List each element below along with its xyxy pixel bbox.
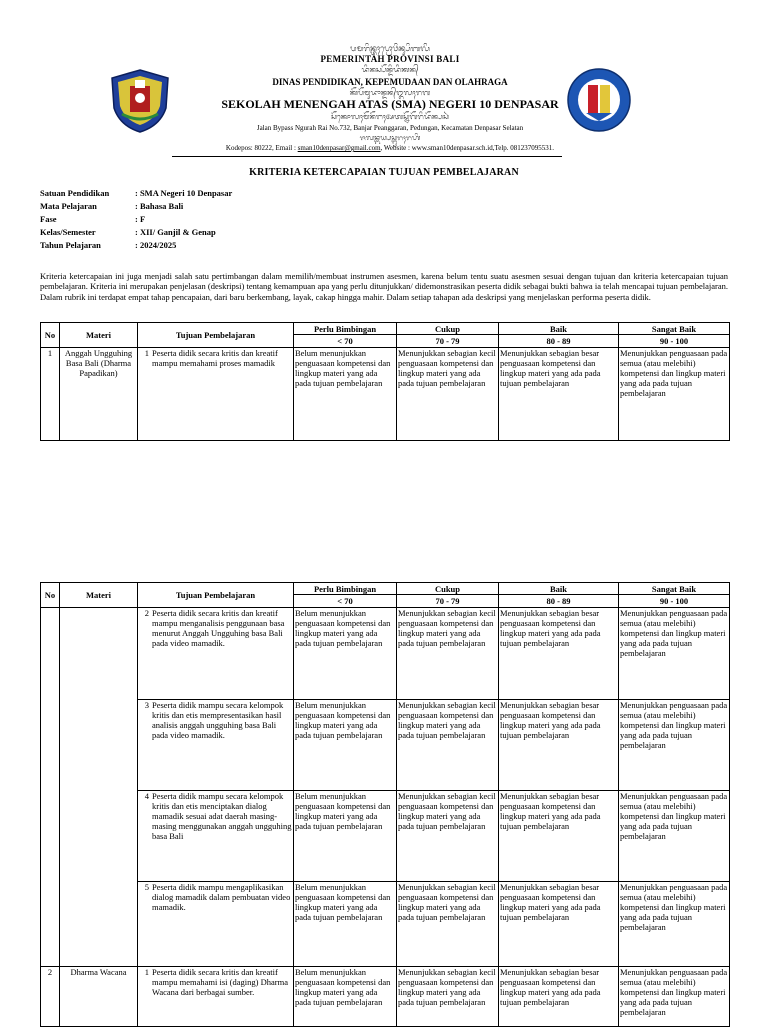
sangat-baik-cell: Menunjukkan penguasaan pada semua (atau melebihi) kompetensi dan lingkup materi yang ada pada tujuan pembelajaran [619, 700, 730, 791]
document-title: KRITERIA KETERCAPAIAN TUJUAN PEMBELAJARAN [249, 167, 519, 178]
meta-value: : XII/ Ganjil & Genap [135, 227, 216, 237]
row-number: 2 [41, 967, 60, 1027]
meta-label: Satuan Pendidikan [40, 188, 110, 198]
cukup-cell: Menunjukkan sebagian kecil penguasaan kompetensi dan lingkup materi yang ada pada tujuan pembelajaran [397, 882, 499, 967]
header-no: No [41, 583, 60, 608]
header-level-name: Baik [499, 323, 619, 335]
intro-paragraph: Kriteria ketercapaian ini juga menjadi salah satu pertimbangan dalam memilih/membuat instrumen asesmen, karena belum tentu suatu asesmen sesuai dengan tujuan dan kriteria ketercapaian tujuan pembelajaran. Kriteria ini merupakan penjelasan (deskripsi) tentang kemampuan apa yang perlu ditunjukkan/ didemonstrasikan peserta didik sebagai bukti bahwa ia telah mencapai tujuan pembelajaran. Dalam rubrik ini terdapat empat tahap pencapaian, dari baru berkembang, layak, cakap hingga mahir. Dalam setiap tahapan ada deskripsi yang menjelaskan performa peserta didik. [40, 270, 728, 302]
header-level-name: Perlu Bimbingan [294, 323, 397, 335]
balinese-script-line: ᬤᬶᬦᬲ᭄ᬧᭂᬦ᭄ᬤᬶᬤᬶᬓᬦ᭄ [361, 65, 419, 74]
meta-row [40, 240, 232, 253]
tujuan-cell [138, 348, 294, 441]
meta-label: Mata Pelajaran [40, 201, 97, 211]
meta-row [40, 188, 232, 201]
sangat-baik-cell: Menunjukkan penguasaan pada semua (atau melebihi) kompetensi dan lingkup materi yang ada pada tujuan pembelajaran [619, 967, 730, 1027]
header-tujuan: Tujuan Pembelajaran [138, 583, 294, 608]
letterhead-divider [172, 156, 562, 157]
tujuan-cell [138, 608, 294, 700]
tp-text: Peserta didik mampu mengaplikasikan dialog mamadik dalam pembuatan video mamadik. [152, 882, 291, 912]
rubric-table-page-2 [40, 582, 730, 1027]
header-no: No [41, 323, 60, 348]
school-name: SEKOLAH MENENGAH ATAS (SMA) NEGERI 10 DENPASAR [221, 97, 559, 111]
school-contact [100, 143, 680, 153]
header-level-range: 90 - 100 [619, 595, 730, 608]
meta-value: : F [135, 214, 146, 224]
balinese-script-line: ᬲᭂᬓᭀᬮᬄᬫᭂᬦᭂᬗᬄᬅᬢᬲ᭄ᬦᭂᬕᭂᬭᬶᬤᭂᬦ᭄ᬧᬲᬃ [330, 112, 450, 121]
header-level-name: Sangat Baik [619, 323, 730, 335]
email-link[interactable]: sman10denpasar@gmail.com [297, 144, 381, 152]
table-row [41, 608, 730, 700]
tp-number: 2 [144, 608, 149, 618]
table-row [41, 967, 730, 1027]
cukup-cell: Menunjukkan sebagian kecil penguasaan kompetensi dan lingkup materi yang ada pada tujuan pembelajaran [397, 791, 499, 882]
tp-number: 4 [144, 791, 149, 801]
tp-text: Peserta didik secara kritis dan kreatif mampu menganalisis penggunaan basa menurut Anggah Ungguhing basa Bali pada video mamadik. [152, 608, 285, 648]
contact-suffix: , Website : www.sman10denpasar.sch.id,Telp. 081237095531. [380, 144, 555, 152]
tujuan-cell [138, 700, 294, 791]
meta-label: Tahun Pelajaran [40, 240, 101, 250]
header-level-name: Cukup [397, 583, 499, 595]
materi-cell: Dharma Wacana [60, 967, 138, 1027]
baik-cell: Menunjukkan sebagian besar penguasaan kompetensi dan lingkup materi yang ada pada tujuan pembelajaran [499, 700, 619, 791]
table-row [41, 882, 730, 967]
meta-row [40, 201, 232, 214]
sangat-baik-cell: Menunjukkan penguasaan pada semua (atau melebihi) kompetensi dan lingkup materi yang ada pada tujuan pembelajaran [619, 791, 730, 882]
materi-cell [60, 608, 138, 967]
header-level-name: Perlu Bimbingan [294, 583, 397, 595]
header-level-name: Cukup [397, 323, 499, 335]
perlu-bimbingan-cell: Belum menunjukkan penguasaan kompetensi dan lingkup materi yang ada pada tujuan pembelajaran [294, 608, 397, 700]
tujuan-cell [138, 882, 294, 967]
meta-row [40, 227, 232, 240]
header-level-name: Sangat Baik [619, 583, 730, 595]
perlu-bimbingan-cell: Belum menunjukkan penguasaan kompetensi dan lingkup materi yang ada pada tujuan pembelajaran [294, 700, 397, 791]
letterhead [100, 40, 680, 155]
cukup-cell: Menunjukkan sebagian kecil penguasaan kompetensi dan lingkup materi yang ada pada tujuan pembelajaran [397, 967, 499, 1027]
meta-value: : SMA Negeri 10 Denpasar [135, 188, 233, 198]
header-level-range: 70 - 79 [397, 595, 499, 608]
header-level-range: < 70 [294, 595, 397, 608]
table-row [41, 700, 730, 791]
header-level-range: < 70 [294, 335, 397, 348]
perlu-bimbingan-cell: Belum menunjukkan penguasaan kompetensi dan lingkup materi yang ada pada tujuan pembelajaran [294, 791, 397, 882]
sangat-baik-cell: Menunjukkan penguasaan pada semua (atau melebihi) kompetensi dan lingkup materi yang ada pada tujuan pembelajaran [619, 882, 730, 967]
government-name: PEMERINTAH PROVINSI BALI [320, 54, 460, 64]
tp-text: Peserta didik secara kritis dan kreatif mampu memahami proses mamadik [152, 348, 278, 368]
sangat-baik-cell: Menunjukkan penguasaan pada semua (atau melebihi) kompetensi dan lingkup materi yang ada pada tujuan pembelajaran [619, 348, 730, 441]
cukup-cell: Menunjukkan sebagian kecil penguasaan kompetensi dan lingkup materi yang ada pada tujuan pembelajaran [397, 348, 499, 441]
baik-cell: Menunjukkan sebagian besar penguasaan kompetensi dan lingkup materi yang ada pada tujuan pembelajaran [499, 791, 619, 882]
tp-number: 1 [144, 967, 149, 977]
meta-block [40, 188, 232, 253]
table-row [41, 348, 730, 441]
meta-value: : 2024/2025 [135, 240, 177, 250]
header-level-range: 80 - 89 [499, 595, 619, 608]
contact-prefix: Kodepos: 80222, Email : [225, 144, 298, 152]
row-number [41, 608, 60, 967]
sangat-baik-cell: Menunjukkan penguasaan pada semua (atau melebihi) kompetensi dan lingkup materi yang ada pada tujuan pembelajaran [619, 608, 730, 700]
school-address: Jalan Bypass Ngurah Rai No.732, Banjar Peanggaran, Pedungan, Kecamatan Denpasar Selatan [256, 124, 524, 132]
balinese-script-line: ᬧᬫᬭᬶᬦ᭄ᬢᬄᬧ᭄ᬭᭀᬯᬶᬦ᭄ᬲᬶᬩᬮᬶ [350, 44, 430, 53]
tp-text: Peserta didik mampu secara kelompok kritis dan etis mempresentasikan hasil analisis anggah ungguhing basa Bali pada video mamadik. [152, 700, 284, 740]
tp-text: Peserta didik mampu secara kelompok kritis dan etis menciptakan dialog mamadik sesuai adat daerah masing- masing menggunakan anggah ungguhing basa Bali [152, 791, 292, 841]
meta-label: Kelas/Semester [40, 227, 96, 237]
header-level-range: 80 - 89 [499, 335, 619, 348]
header-materi: Materi [60, 323, 138, 348]
agency-name: DINAS PENDIDIKAN, KEPEMUDAAN DAN OLAHRAGA [272, 77, 508, 87]
tp-number: 5 [144, 882, 149, 892]
header-level-range: 70 - 79 [397, 335, 499, 348]
meta-label: Fase [40, 214, 57, 224]
baik-cell: Menunjukkan sebagian besar penguasaan kompetensi dan lingkup materi yang ada pada tujuan pembelajaran [499, 967, 619, 1027]
table-row [41, 791, 730, 882]
materi-cell: Anggah Ungguhing Basa Bali (Dharma Papadikan) [60, 348, 138, 441]
baik-cell: Menunjukkan sebagian besar penguasaan kompetensi dan lingkup materi yang ada pada tujuan pembelajaran [499, 348, 619, 441]
balinese-script-line: ᬚᬮᬦ᭄ᬩᬬ᭄ᬧᬲ᭄ᬗᬸᬭᬄᬭᬳᬶ [359, 134, 421, 142]
perlu-bimbingan-cell: Belum menunjukkan penguasaan kompetensi dan lingkup materi yang ada pada tujuan pembelajaran [294, 348, 397, 441]
baik-cell: Menunjukkan sebagian besar penguasaan kompetensi dan lingkup materi yang ada pada tujuan pembelajaran [499, 608, 619, 700]
cukup-cell: Menunjukkan sebagian kecil penguasaan kompetensi dan lingkup materi yang ada pada tujuan pembelajaran [397, 700, 499, 791]
header-level-name: Baik [499, 583, 619, 595]
balinese-script-line: ᬓᭂᬧᭂᬫᬸᬤᬵᬦ᭄ᬤᬦ᭄ᬑᬮᬄᬭᬕ [349, 88, 431, 97]
tujuan-cell [138, 967, 294, 1027]
row-number: 1 [41, 348, 60, 441]
tujuan-cell [138, 791, 294, 882]
rubric-table-page-1 [40, 322, 730, 441]
perlu-bimbingan-cell: Belum menunjukkan penguasaan kompetensi dan lingkup materi yang ada pada tujuan pembelajaran [294, 967, 397, 1027]
tp-text: Peserta didik secara kritis dan kreatif mampu memahami isi (daging) Dharma Wacana dari berbagai sumber. [152, 967, 288, 997]
header-materi: Materi [60, 583, 138, 608]
meta-value: : Bahasa Bali [135, 201, 184, 211]
header-level-range: 90 - 100 [619, 335, 730, 348]
cukup-cell: Menunjukkan sebagian kecil penguasaan kompetensi dan lingkup materi yang ada pada tujuan pembelajaran [397, 608, 499, 700]
baik-cell: Menunjukkan sebagian besar penguasaan kompetensi dan lingkup materi yang ada pada tujuan pembelajaran [499, 882, 619, 967]
tp-number: 1 [144, 348, 149, 358]
tp-number: 3 [144, 700, 149, 710]
header-tujuan: Tujuan Pembelajaran [138, 323, 294, 348]
meta-row [40, 214, 232, 227]
perlu-bimbingan-cell: Belum menunjukkan penguasaan kompetensi dan lingkup materi yang ada pada tujuan pembelajaran [294, 882, 397, 967]
